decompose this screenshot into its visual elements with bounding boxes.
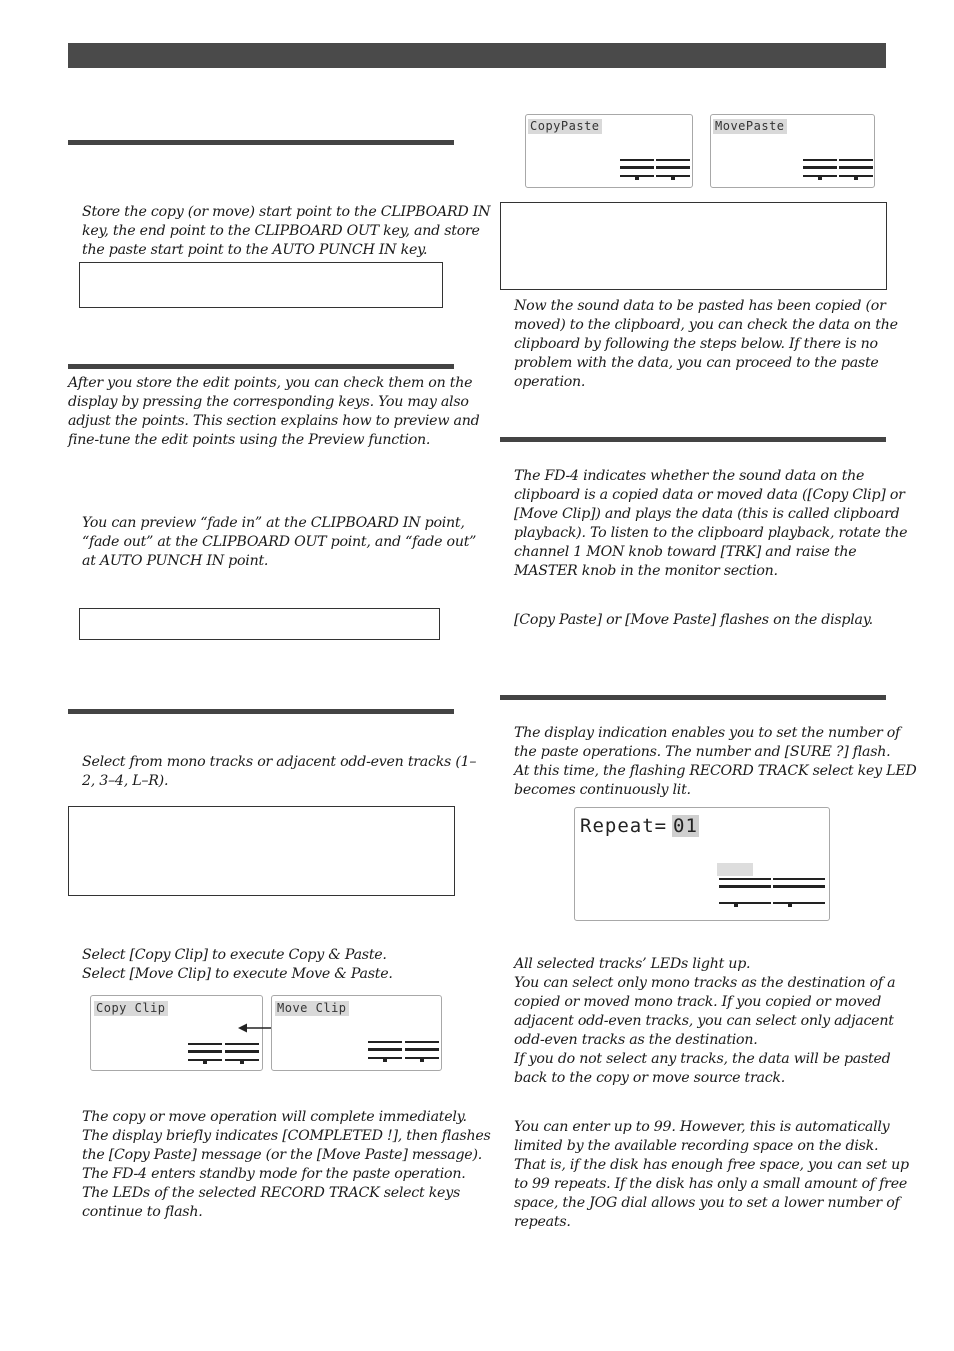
clipboard-text: Now the sound data to be pasted has been copied (or moved) to the clipboard, you can check the data on the clipboard by following the steps below. If there is no problem with the data, you can proceed to the paste operation. <box>514 298 898 390</box>
repeat-label: Repeat= <box>580 815 668 837</box>
level-meter <box>620 159 654 177</box>
display-indication-text: The display indication enables you to set the number of the paste operations. The number and [SURE ?] flash. At this time, the flashing RECORD TRACK select key LED becomes continuously lit. <box>514 725 917 798</box>
check-points-text: After you store the edit points, you can check them on the display by pressing the corresponding keys. You may also adjust the points. This section explains how to preview and fine-tune the edit points using the Preview function. <box>68 375 480 448</box>
indicator-segment <box>717 863 753 876</box>
repeat-display <box>574 807 830 921</box>
complete-text: The copy or move operation will complete immediately. The display briefly indicates [COMPLETED !], then flashes the [Copy Paste] message (or the [Move Paste] message). The FD-4 enters standby mode for the paste operation. The LEDs of the selected RECORD TRACK select keys continue to flash. <box>82 1109 491 1220</box>
copy-paste-label: CopyPaste <box>530 119 600 133</box>
selected-tracks-text: All selected tracks’ LEDs light up. You can select only mono tracks as the destination of a copied or moved mono track. If you copied or moved adjacent odd-even tracks, you can select only adjacent odd-even tracks as the destination. If you do not select any tracks, the data will be pasted back to the copy or move source track. <box>514 956 896 1086</box>
repeats-text: You can enter up to 99. However, this is automatically limited by the available recording space on the disk. That is, if the disk has enough free space, you can set up to 99 repeats. If the disk has only a small amount of free space, the JOG dial allows you to set a lower number of repeats. <box>514 1119 909 1230</box>
section-rule <box>68 364 454 369</box>
repeat-value: 01 <box>673 815 698 837</box>
section-rule <box>500 695 886 700</box>
move-paste-label: MovePaste <box>715 119 785 133</box>
move-clip-display <box>271 995 442 1071</box>
flashes-text: [Copy Paste] or [Move Paste] flashes on the display. <box>514 612 873 628</box>
level-meter <box>656 159 690 177</box>
copy-clip-label: Copy Clip <box>96 1001 166 1015</box>
level-meter <box>225 1043 259 1061</box>
level-meter <box>405 1041 439 1059</box>
preview-text: You can preview “fade in” at the CLIPBOARD IN point, “fade out” at the CLIPBOARD OUT point, and “fade out” at AUTO PUNCH IN point. <box>82 515 477 569</box>
note-box <box>79 608 440 640</box>
section-rule <box>68 709 454 714</box>
level-meter <box>803 159 837 177</box>
indicates-text: The FD-4 indicates whether the sound data on the clipboard is a copied data or moved data ([Copy Clip] or [Move Clip]) and plays the data (this is called clipboard playback). To listen to the clipboard playback, rotate the channel 1 MON knob toward [TRK] and raise the MASTER knob in the monitor section. <box>514 468 908 579</box>
select-tracks-text: Select from mono tracks or adjacent odd-even tracks (1– 2, 3–4, L–R). <box>82 754 477 789</box>
note-box <box>68 806 455 896</box>
level-meter <box>719 878 771 904</box>
level-meter <box>839 159 873 177</box>
store-points-text: Store the copy (or move) start point to the CLIPBOARD IN key, the end point to the CLIPBOARD OUT key, and store the paste start point to the AUTO PUNCH IN key. <box>82 204 491 258</box>
move-clip-label: Move Clip <box>277 1001 347 1015</box>
header-bar <box>68 43 886 68</box>
move-paste-display <box>710 114 875 188</box>
note-box <box>500 202 887 290</box>
level-meter <box>368 1041 402 1059</box>
level-meter <box>188 1043 222 1061</box>
section-rule <box>500 437 886 442</box>
section-rule <box>68 140 454 145</box>
level-meter <box>773 878 825 904</box>
copy-paste-display <box>525 114 693 188</box>
select-clip-text: Select [Copy Clip] to execute Copy & Paste. Select [Move Clip] to execute Move & Paste. <box>82 947 393 982</box>
note-box <box>79 262 443 308</box>
